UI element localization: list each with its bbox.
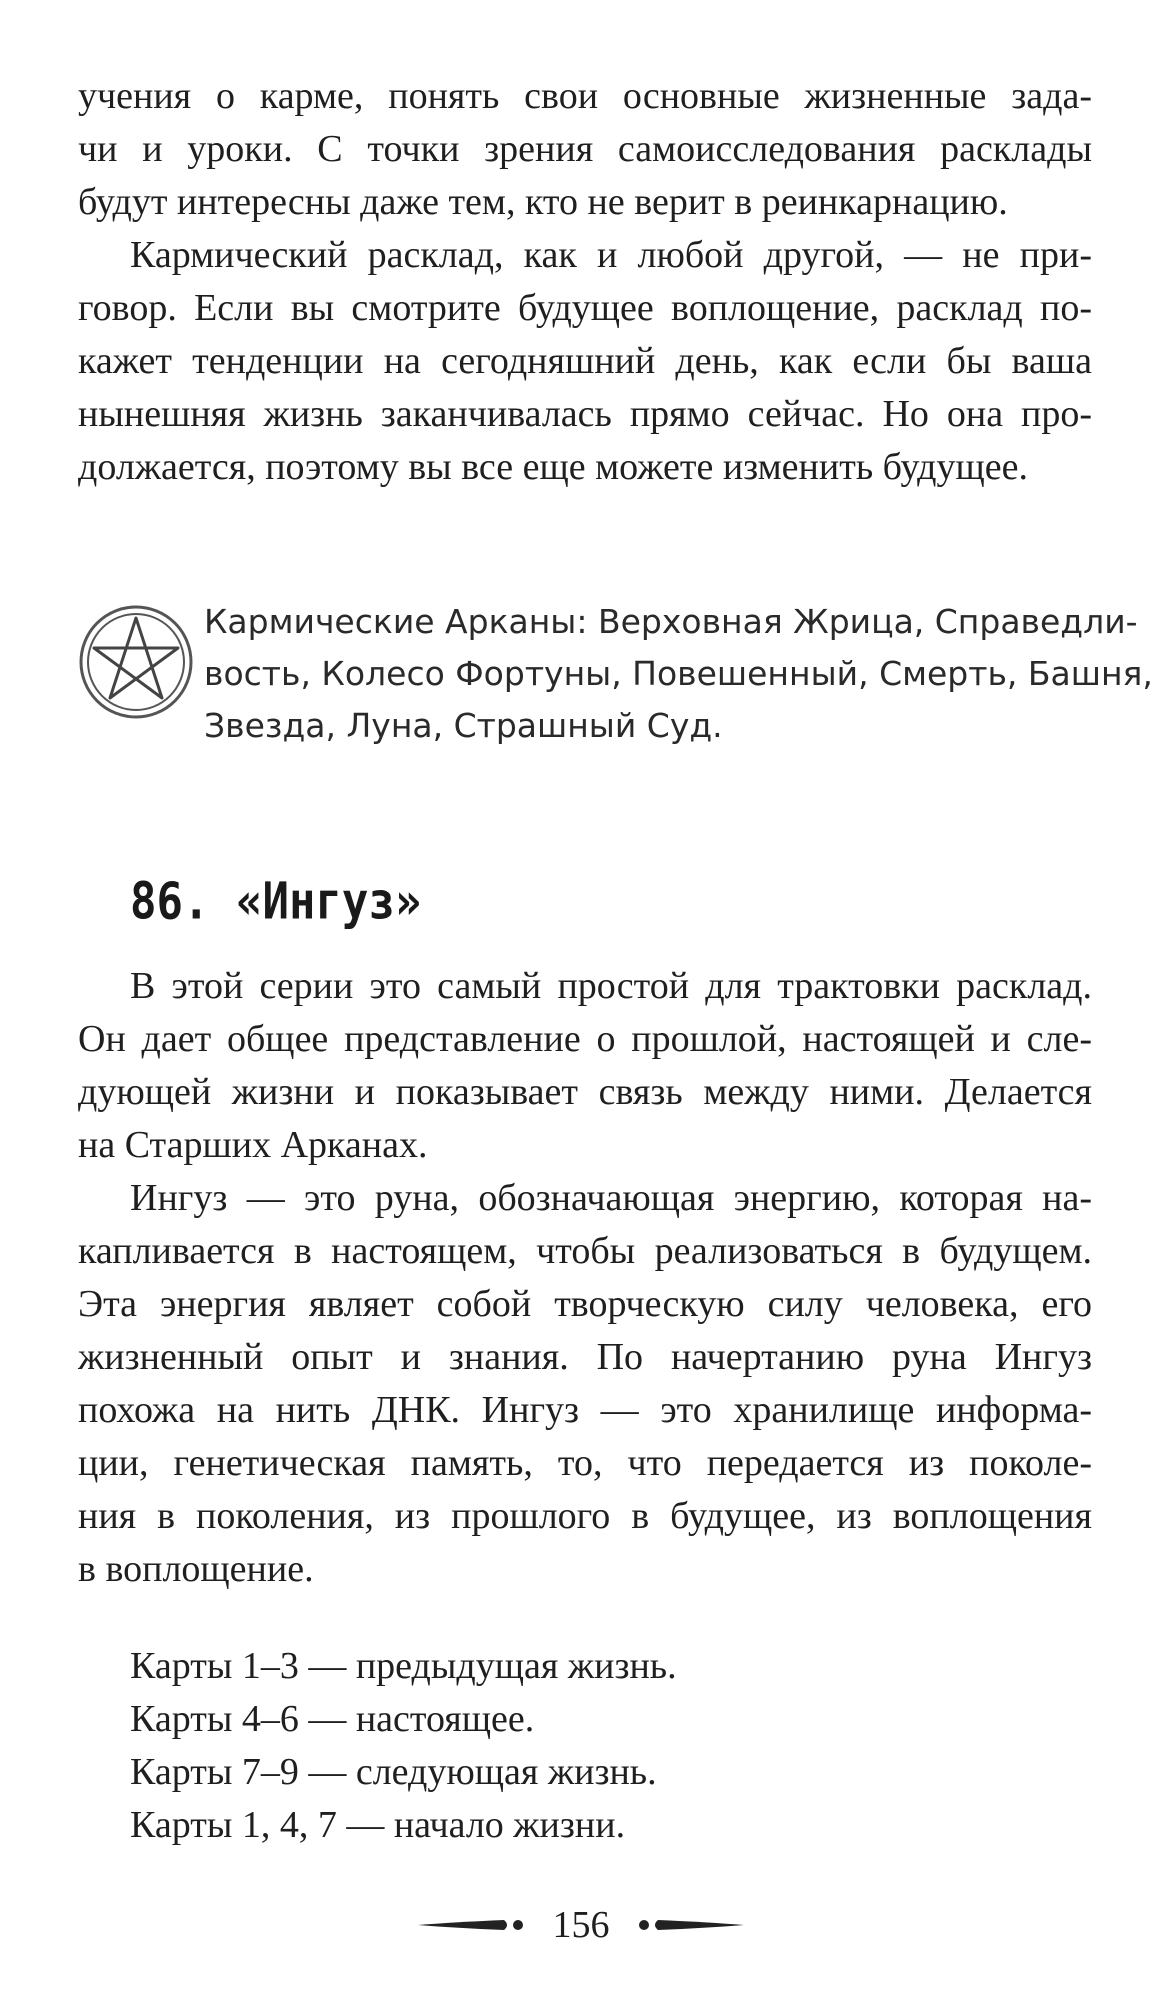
section-heading: 86. «Ингуз» bbox=[130, 872, 422, 932]
page-number: 156 bbox=[552, 1904, 610, 1946]
list-item: Карты 1, 4, 7 — начало жизни. bbox=[130, 1804, 626, 1846]
left-ornament-icon bbox=[416, 1913, 526, 1937]
note-line: вость, Колесо Фортуны, Повешенный, Смерть, Башня, bbox=[204, 654, 1153, 693]
list-item: Карты 1–3 — предыдущая жизнь. bbox=[130, 1645, 677, 1687]
paragraph-line: Эта энергия являет собой творческую силу человека, его bbox=[78, 1283, 1092, 1325]
right-ornament-icon bbox=[636, 1913, 746, 1937]
paragraph-line: нынешняя жизнь заканчивалась прямо сейчас. Но она про- bbox=[78, 393, 1092, 435]
paragraph-line: Он дает общее представление о прошлой, настоящей и сле- bbox=[78, 1018, 1092, 1060]
paragraph-line: кажет тенденции на сегодняшний день, как если бы ваша bbox=[78, 340, 1092, 382]
paragraph-line: похожа на нить ДНК. Ингуз — это хранилище информа- bbox=[78, 1389, 1092, 1431]
paragraph-line: учения о карме, понять свои основные жизненные зада- bbox=[78, 75, 1092, 117]
list-item: Карты 7–9 — следующая жизнь. bbox=[130, 1751, 657, 1793]
paragraph-line: на Старших Арканах. bbox=[78, 1124, 428, 1166]
paragraph-line: В этой серии это самый простой для трактовки расклад. bbox=[130, 965, 1092, 1007]
note-line: Звезда, Луна, Страшный Суд. bbox=[204, 706, 723, 745]
paragraph-line: ния в поколения, из прошлого в будущее, из воплощения bbox=[78, 1495, 1092, 1537]
paragraph-line: дующей жизни и показывает связь между ними. Делается bbox=[78, 1071, 1092, 1113]
paragraph-line: Кармический расклад, как и любой другой, — не при- bbox=[130, 234, 1092, 276]
paragraph-line: жизненный опыт и знания. По начертанию руна Ингуз bbox=[78, 1336, 1092, 1378]
paragraph-line: ции, генетическая память, то, что передается из поколе- bbox=[78, 1442, 1092, 1484]
paragraph-line: чи и уроки. С точки зрения самоисследования расклады bbox=[78, 128, 1092, 170]
paragraph-line: Ингуз — это руна, обозначающая энергию, которая на- bbox=[130, 1177, 1092, 1219]
paragraph-line: должается, поэтому вы все еще можете изменить будущее. bbox=[78, 446, 1028, 488]
paragraph-line: в воплощение. bbox=[78, 1548, 314, 1590]
page-footer bbox=[0, 1900, 1162, 1950]
paragraph-line: говор. Если вы смотрите будущее воплощение, расклад по- bbox=[78, 287, 1092, 329]
pentagram-icon bbox=[76, 602, 196, 722]
note-line: Кармические Арканы: Верховная Жрица, Справедли- bbox=[204, 602, 1138, 641]
paragraph-line: капливается в настоящем, чтобы реализоваться в будущем. bbox=[78, 1230, 1092, 1272]
list-item: Карты 4–6 — настоящее. bbox=[130, 1698, 535, 1740]
paragraph-line: будут интересны даже тем, кто не верит в реинкарнацию. bbox=[78, 181, 1008, 223]
